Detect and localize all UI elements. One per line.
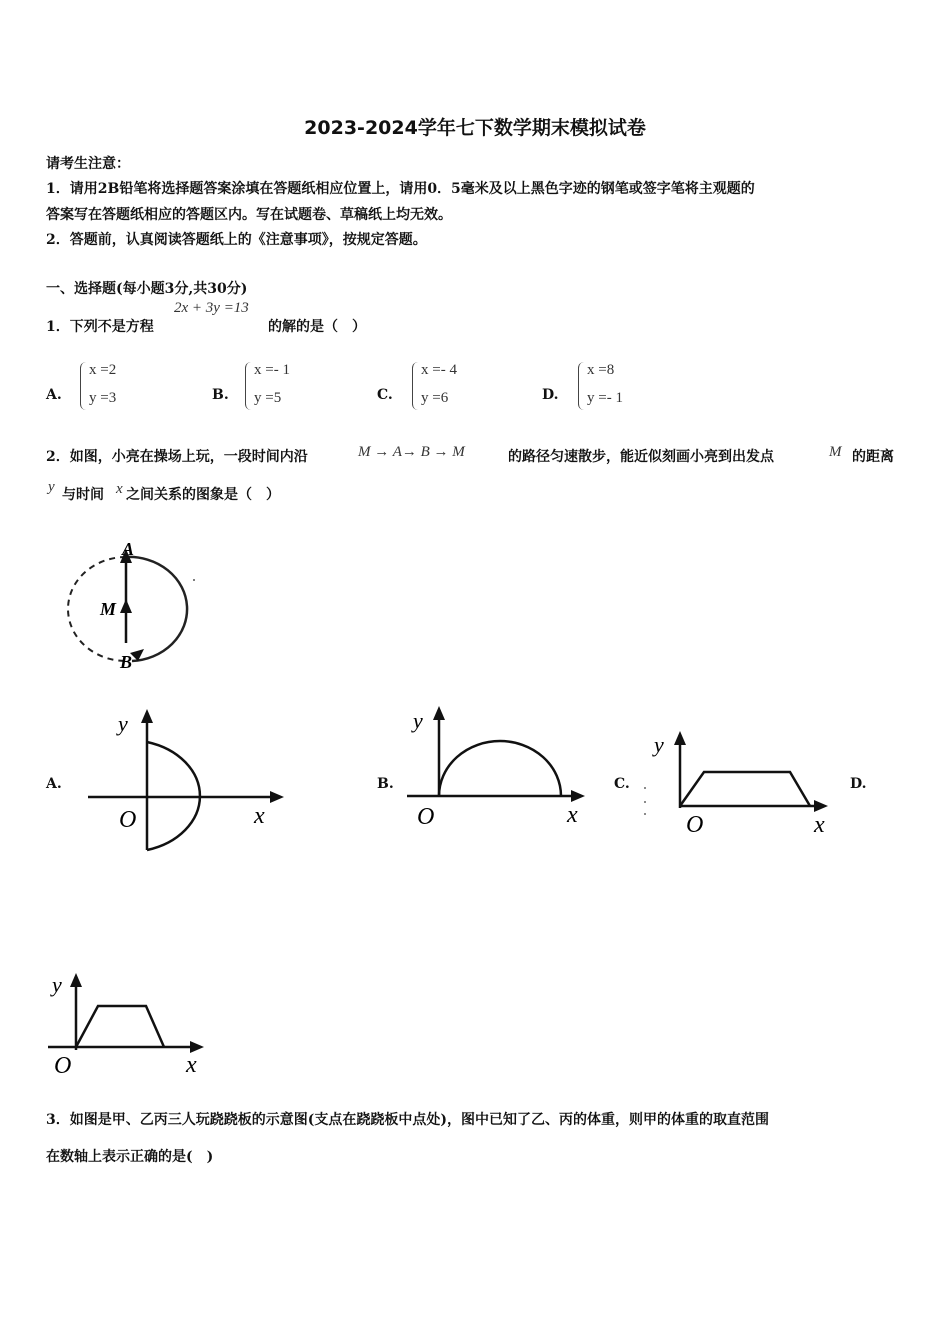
notice-line-2: 答案写在答题纸相应的答题区内。写在试题卷、草稿纸上均无效。 [46,207,452,223]
q2-line1-suffix: 的距离 [852,449,894,465]
notice-heading: 请考生注意： [46,156,130,172]
figure-label-m: M [100,599,117,619]
q2-line2-a: 与时间 [62,487,104,503]
q2-line2-b: 之间关系的图象是（ ） [126,487,280,503]
section-heading: 一、选择题(每小题3分,共30分) [46,281,248,297]
q3-line1: 3．如图是甲、乙丙三人玩跷跷板的示意图(支点在跷跷板中点处)，图中已知了乙、丙的体重，则甲的体重的取直范围 [46,1112,769,1128]
q2-line1-mid: 的路径匀速散步，能近似刻画小亮到出发点 [508,449,774,465]
q2-var-x: x [116,481,123,497]
graph-c-x: x [814,812,825,838]
q1-option-a-label: A. [46,387,62,403]
graph-c-y: y [654,732,664,757]
notice-line-3: 2．答题前，认真阅读答题纸上的《注意事项》，按规定答题。 [46,232,427,248]
brace-icon [245,362,252,410]
graph-a-origin: O [119,807,137,833]
brace-icon [578,362,585,410]
graph-b-y: y [413,708,423,733]
q2-graph-c [642,728,842,838]
notice-line-1: 1．请用2B铅笔将选择题答案涂填在答题纸相应位置上，请用0．5毫米及以上黑色字迹的钢笔或签字笔将主观题的 [46,181,755,197]
q1-option-d-label: D. [542,387,559,403]
graph-d-y: y [52,972,62,997]
q1-option-a-y: y =3 [89,390,117,406]
q2-figure [60,535,210,675]
q3-line2: 在数轴上表示正确的是( ) [46,1149,214,1165]
graph-b-x: x [567,802,578,828]
graph-a-x: x [254,803,265,829]
q1-option-b-label: B. [212,387,229,403]
q1-equation: 2x + 3y =13 [174,300,249,316]
graph-a-y: y [118,711,128,736]
q1-option-b-x: x =- 1 [254,362,290,378]
q2-path: M → A→ B → M [358,444,465,460]
q1-option-b-y: y =5 [254,390,282,406]
q2-graph-a [86,705,291,855]
brace-icon [412,362,419,410]
q2-option-c-label[interactable]: C. [614,776,630,792]
q1-option-a-x: x =2 [89,362,117,378]
graph-d-origin: O [54,1053,72,1078]
graph-d-x: x [186,1052,197,1078]
graph-b-origin: O [417,804,435,830]
q2-option-d-label[interactable]: D. [850,776,867,792]
page-title: 2023-2024学年七下数学期末模拟试卷 [304,117,646,139]
q1-suffix: 的解的是（ ） [268,319,366,335]
figure-label-a: A [122,539,135,559]
q2-point-m: M [829,444,842,460]
q1-option-d-y: y =- 1 [587,390,623,406]
q1-option-d-x: x =8 [587,362,615,378]
q1-prefix: 1．下列不是方程 [46,319,154,335]
q1-option-c-y: y =6 [421,390,449,406]
brace-icon [80,362,87,410]
q2-line1-prefix: 2．如图，小亮在操场上玩，一段时间内沿 [46,449,308,465]
q2-graph-b [405,702,595,832]
q2-graph-d [46,968,216,1078]
graph-c-origin: O [686,812,704,838]
figure-label-b: B [120,652,133,672]
q2-var-y: y [48,479,55,495]
q2-option-b-label[interactable]: B. [377,776,394,792]
q1-option-c-x: x =- 4 [421,362,457,378]
q1-option-c-label: C. [377,387,393,403]
q2-option-a-label[interactable]: A. [46,776,62,792]
